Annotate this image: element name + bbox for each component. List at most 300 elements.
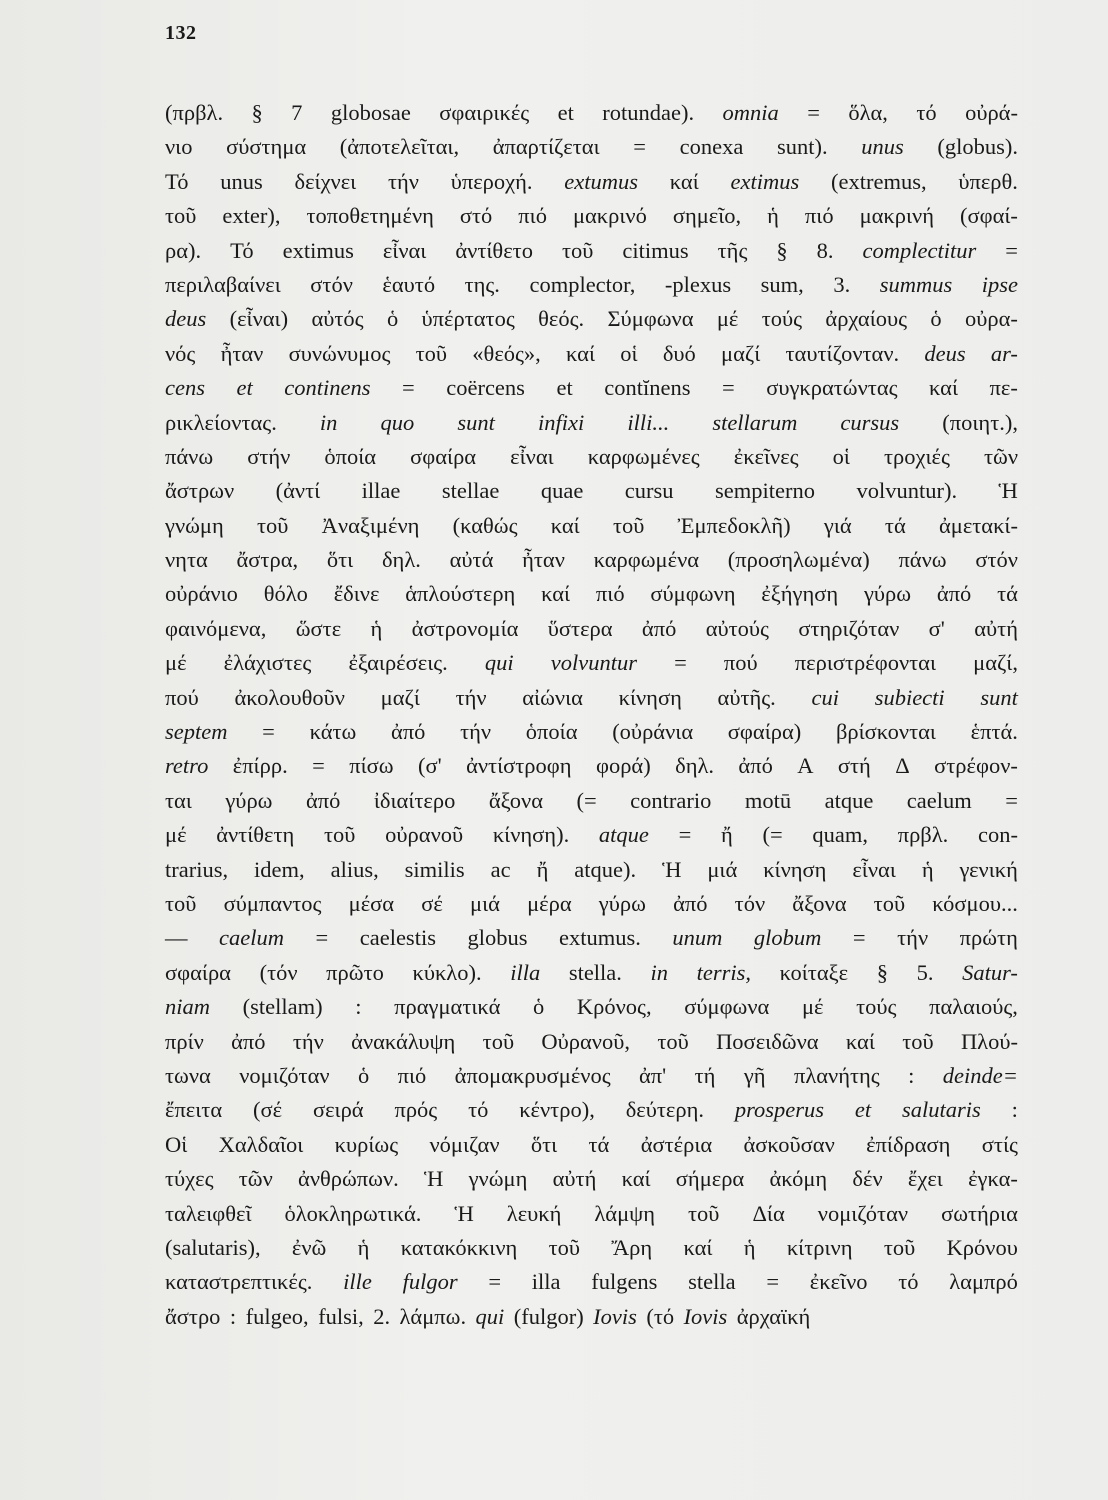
text-line xyxy=(165,371,1018,405)
word: 8. xyxy=(816,237,834,263)
word: in xyxy=(650,959,669,985)
word: (σ' xyxy=(417,753,442,779)
word: σ' xyxy=(928,615,945,641)
word: (σέ xyxy=(253,1097,283,1123)
word: ὁλοκληρωτικά. xyxy=(284,1200,422,1226)
word: αὐτούς xyxy=(705,615,769,641)
word: σύστημα xyxy=(226,134,307,160)
word: τήν xyxy=(897,925,929,951)
word: εἶναι xyxy=(382,237,427,263)
word: τῶν xyxy=(983,443,1018,469)
word: παλαιούς, xyxy=(929,994,1018,1020)
word: καρφωμένες xyxy=(587,443,700,469)
word: βρίσκονται xyxy=(835,719,936,745)
word: Δία xyxy=(752,1200,785,1226)
word: globum xyxy=(753,925,822,951)
word: caelum xyxy=(219,925,284,951)
word: Πλού- xyxy=(960,1028,1018,1054)
word: μέ xyxy=(716,306,739,332)
word: σέ xyxy=(421,890,443,916)
word: ἀσκοῦσαν xyxy=(743,1131,835,1157)
word: καί xyxy=(669,168,699,194)
word: καί xyxy=(683,1234,713,1260)
word: ἄστρο xyxy=(165,1303,221,1329)
word: deus xyxy=(924,340,966,366)
word: σύμπαντος xyxy=(223,890,322,916)
word: (οὐράνια xyxy=(612,719,694,745)
word: motū xyxy=(744,787,792,813)
word: : xyxy=(355,994,362,1020)
word: τοῦ xyxy=(482,1028,515,1054)
text-line xyxy=(165,612,1018,646)
word: ἀνθρώπων. xyxy=(298,1166,399,1192)
word: «θεός», xyxy=(472,340,541,366)
word: rotundae). xyxy=(602,100,695,125)
text-line xyxy=(165,130,1018,164)
word: (τόν xyxy=(259,959,298,985)
word: quae xyxy=(540,478,584,504)
word: ἰδιαίτερο xyxy=(373,787,456,813)
word: πού xyxy=(723,650,758,676)
word: alius, xyxy=(330,856,379,882)
word: 2. xyxy=(373,1303,391,1329)
word: σωτήρια xyxy=(941,1200,1018,1226)
word: fulgor xyxy=(402,1269,458,1295)
word: extumus xyxy=(564,168,639,194)
word: στηριζόταν xyxy=(798,615,900,641)
word: ἀκολουθοῦν xyxy=(234,684,345,710)
word: ἡ xyxy=(370,615,383,641)
word: πιό xyxy=(804,203,834,229)
word: ἀπομακρυσμένος xyxy=(454,1062,611,1088)
word: καί xyxy=(550,512,580,538)
word: ὅλα, xyxy=(848,100,888,125)
word: deus xyxy=(165,306,207,332)
word: § xyxy=(776,237,788,263)
text-line xyxy=(165,1197,1018,1231)
word: δεύτερη. xyxy=(625,1097,704,1123)
word: μέ xyxy=(165,822,187,848)
word: τό xyxy=(898,1269,919,1295)
word: — xyxy=(165,925,188,951)
word: περιστρέφονται xyxy=(794,650,937,676)
word: πρβλ. xyxy=(897,822,949,848)
word: : xyxy=(1011,1097,1018,1123)
word: οὐράνιο xyxy=(165,581,238,607)
word: cui xyxy=(811,684,839,710)
text-line xyxy=(165,990,1018,1024)
word: ὁ xyxy=(386,306,399,332)
word: τό xyxy=(916,100,937,125)
word: (= xyxy=(762,822,783,848)
word: κυρίως xyxy=(334,1131,399,1157)
word: globus xyxy=(467,925,528,951)
word: κοίταξε xyxy=(779,959,849,985)
word: γύρω xyxy=(225,787,273,813)
word: ὕστερα xyxy=(547,615,613,641)
word: πρίν xyxy=(165,1028,204,1054)
text-line xyxy=(165,199,1018,233)
word: ἐπίρρ. xyxy=(232,753,288,779)
word: ἄξονα xyxy=(792,890,847,916)
word: ἐνῶ xyxy=(291,1234,327,1260)
word: νός xyxy=(165,340,196,366)
word: μακρινό xyxy=(572,203,647,229)
word: τοῦ xyxy=(165,890,197,916)
word: τοῦ xyxy=(548,1234,581,1260)
word: ὅτι xyxy=(326,547,354,573)
word: 5. xyxy=(916,959,934,985)
text-line xyxy=(165,234,1018,268)
word: ἡ xyxy=(357,1234,370,1260)
word: σύμφωνα xyxy=(684,994,770,1020)
word: extumus. xyxy=(559,925,641,951)
text-line xyxy=(165,302,1018,336)
word: cursu xyxy=(624,478,674,504)
word: καί xyxy=(566,340,596,366)
word: septem xyxy=(165,719,228,745)
text-line xyxy=(165,1093,1018,1127)
word: caelum xyxy=(906,787,972,813)
text-line xyxy=(165,440,1018,474)
word: subiecti xyxy=(874,684,945,710)
word: γῆ xyxy=(743,1062,766,1088)
word: τή xyxy=(694,1062,716,1088)
word: Τό xyxy=(165,168,189,194)
word: sunt xyxy=(457,409,495,435)
word: et xyxy=(557,100,574,125)
word: (ἀντί xyxy=(275,478,321,504)
word: ἀκόμη xyxy=(769,1166,828,1192)
word: = xyxy=(1005,237,1018,263)
word: ται xyxy=(165,787,192,813)
word: πρῶτο xyxy=(326,959,384,985)
text-line xyxy=(165,956,1018,990)
word: Τό xyxy=(230,237,254,263)
word: = xyxy=(315,925,329,951)
word: τῶν xyxy=(238,1166,273,1192)
word: contĭnens xyxy=(604,375,691,401)
text-line xyxy=(165,715,1018,749)
word: = xyxy=(262,719,275,745)
word: πιό xyxy=(397,1062,427,1088)
word: τήν xyxy=(387,168,419,194)
word: ἑαυτό xyxy=(382,271,436,297)
word: Κρόνου xyxy=(946,1234,1018,1260)
word: ὁποία xyxy=(324,443,377,469)
commentary-text xyxy=(165,96,1018,1334)
word: Δ xyxy=(895,753,910,779)
word: Α xyxy=(797,753,814,779)
word: ἀντίθετη xyxy=(216,822,295,848)
word: ἤ xyxy=(536,856,549,882)
word: infixi xyxy=(537,409,585,435)
word: Ἄρη xyxy=(611,1234,653,1260)
text-line xyxy=(165,1128,1018,1162)
word: ἀπαρτίζεται xyxy=(492,134,600,160)
word: πάνω xyxy=(165,443,214,469)
text-line xyxy=(165,887,1018,921)
word: σύμφωνη xyxy=(650,581,736,607)
word: unum xyxy=(672,925,723,951)
word: μέσα xyxy=(348,890,395,916)
word: τωνα xyxy=(165,1062,211,1088)
text-line xyxy=(165,577,1018,611)
word: (σφαί- xyxy=(959,203,1018,229)
word: ρικλείοντας. xyxy=(165,409,277,435)
word: ac xyxy=(490,856,511,882)
word: ὁποία xyxy=(525,719,578,745)
text-line xyxy=(165,784,1018,818)
word: ταλειφθεῖ xyxy=(165,1200,252,1226)
word: = xyxy=(807,100,820,125)
word: ἔπειτα xyxy=(165,1097,223,1123)
word: πιό xyxy=(518,203,547,229)
word: στόν xyxy=(975,547,1018,573)
word: μέ xyxy=(801,994,824,1020)
word: ἡ xyxy=(921,856,934,882)
word: ἁπλούστερη xyxy=(405,581,516,607)
word: ἦταν xyxy=(220,340,264,366)
word: (globus). xyxy=(937,134,1018,160)
word: similis xyxy=(404,856,465,882)
word: πρώτη xyxy=(959,925,1018,951)
word: στήν xyxy=(247,443,291,469)
word: αὐτή xyxy=(552,1166,597,1192)
word: ἀντίστροφη xyxy=(466,753,572,779)
word: sunt). xyxy=(776,134,828,160)
word: πίσω xyxy=(349,753,394,779)
word: ἀπ' xyxy=(639,1062,667,1088)
word: αὐτά xyxy=(449,547,494,573)
word: ἐκεῖνο xyxy=(809,1269,868,1295)
text-line xyxy=(165,1059,1018,1093)
word: ἀντίθετο xyxy=(455,237,533,263)
word: νητα xyxy=(165,547,208,573)
word: πε- xyxy=(989,375,1018,401)
word: ἡ xyxy=(743,1234,756,1260)
word: niam xyxy=(165,994,210,1020)
word: αἰώνια xyxy=(522,684,583,710)
word: κίτρινη xyxy=(786,1234,853,1260)
word: complectitur xyxy=(862,237,977,263)
word: Ποσειδῶνα xyxy=(716,1028,819,1054)
text-line xyxy=(165,165,1018,199)
word: γύρω xyxy=(598,890,646,916)
word: νομιζόταν xyxy=(817,1200,909,1226)
word: 7 xyxy=(291,100,303,125)
word: θεός. xyxy=(538,306,585,332)
word: νομιζόταν xyxy=(239,1062,330,1088)
word: quo xyxy=(380,409,415,435)
word: συγκρατώντας xyxy=(766,375,898,401)
word: ὁ xyxy=(357,1062,370,1088)
word: ἀπό xyxy=(231,1028,266,1054)
word: ἄξονα xyxy=(488,787,544,813)
word: sunt xyxy=(980,684,1018,710)
word: δέν xyxy=(852,1166,883,1192)
word: τά xyxy=(588,1131,610,1157)
word: ἐξήγηση xyxy=(761,581,839,607)
text-line xyxy=(165,268,1018,302)
text-line xyxy=(165,681,1018,715)
word: αὐτός xyxy=(311,306,364,332)
word: σφαίρα xyxy=(410,443,477,469)
word: (τό xyxy=(646,1303,675,1329)
text-line xyxy=(165,921,1018,955)
word: et xyxy=(236,375,253,401)
word: λευκή xyxy=(506,1200,562,1226)
word: δυό xyxy=(662,340,696,366)
word: Κρόνος, xyxy=(576,994,652,1020)
word: : xyxy=(229,1303,237,1329)
text-line xyxy=(165,853,1018,887)
word: ὁ xyxy=(533,994,545,1020)
word: μακρινή xyxy=(859,203,934,229)
word: citimus xyxy=(622,237,689,263)
word: summus xyxy=(879,271,953,297)
word: ὑπεροχή. xyxy=(450,168,533,194)
word: αὐτῆς. xyxy=(717,684,776,710)
word: conexa xyxy=(679,134,744,160)
word: τῆς xyxy=(717,237,748,263)
page-number: 132 xyxy=(165,22,197,44)
word: πάνω xyxy=(898,547,947,573)
word: atque). xyxy=(574,856,637,882)
word: con- xyxy=(978,822,1018,848)
word: idem, xyxy=(254,856,305,882)
word: extimus xyxy=(282,237,354,263)
word: σήμερα xyxy=(675,1166,745,1192)
word: deinde= xyxy=(942,1062,1018,1088)
word: κίνηση xyxy=(763,856,827,882)
text-line xyxy=(165,1162,1018,1196)
word: ἐγκα- xyxy=(968,1166,1018,1192)
word: retro xyxy=(165,753,209,779)
word: τοῦ xyxy=(324,822,356,848)
word: quam, xyxy=(812,822,869,848)
word: prosperus xyxy=(734,1097,825,1123)
word: ἤ xyxy=(721,822,733,848)
word: τοῦ xyxy=(165,203,197,229)
word: κόσμου... xyxy=(932,890,1018,916)
word: Iovis xyxy=(593,1303,637,1329)
word: = xyxy=(312,753,325,779)
word: τοῦ xyxy=(415,340,448,366)
word: τήν xyxy=(292,1028,324,1054)
word: : xyxy=(908,1062,915,1088)
word: et xyxy=(854,1097,872,1123)
word: Ἀναξιμένη xyxy=(321,512,420,538)
word: τοῦ xyxy=(688,1200,720,1226)
word: stella. xyxy=(568,959,622,985)
word: τοῦ xyxy=(883,1234,916,1260)
word: ἀστρονομία xyxy=(411,615,519,641)
word: sum, xyxy=(760,271,804,297)
word: 3. xyxy=(833,271,851,297)
word: Ἡ xyxy=(454,1200,474,1226)
word: κατακόκκινη xyxy=(400,1234,518,1260)
word: γνώμη xyxy=(468,1166,528,1192)
word: ρα). xyxy=(165,237,202,263)
word: τοῦ xyxy=(902,1028,934,1054)
word: et xyxy=(556,375,573,401)
text-line xyxy=(165,337,1018,371)
word: = xyxy=(488,1269,502,1295)
word: (stellam) xyxy=(242,994,323,1020)
word: = xyxy=(721,375,735,401)
word: οὐρανοῦ xyxy=(385,822,464,848)
word: πρός xyxy=(394,1097,438,1123)
word: θόλο xyxy=(263,581,308,607)
word: καί xyxy=(845,1028,875,1054)
word: ἐξαιρέσεις. xyxy=(348,650,448,676)
word: κύκλο). xyxy=(412,959,482,985)
word: εἶναι xyxy=(852,856,896,882)
word: cens xyxy=(165,375,205,401)
word: φορά) xyxy=(595,753,651,779)
word: ἀπό xyxy=(673,890,708,916)
word: ἐκεῖνες xyxy=(733,443,799,469)
word: ὅτι xyxy=(530,1131,558,1157)
word: cursus xyxy=(840,409,900,435)
word: = xyxy=(766,1269,780,1295)
word: τούς xyxy=(856,994,897,1020)
word: ἑπτά. xyxy=(970,719,1018,745)
word: φαινόμενα, xyxy=(165,615,267,641)
word: continens xyxy=(284,375,371,401)
word: (ἀποτελεῖται, xyxy=(339,134,460,160)
word: Ἡ xyxy=(998,478,1018,504)
word: οἱ xyxy=(832,443,850,469)
word: γνώμη xyxy=(165,512,224,538)
word: πού xyxy=(165,684,199,710)
word: γύρω xyxy=(863,581,912,607)
word: (προσηλωμένα) xyxy=(727,547,870,573)
word: illae xyxy=(361,478,401,504)
word: (εἶναι) xyxy=(229,306,289,332)
word: terris, xyxy=(696,959,752,985)
word: (καθώς xyxy=(452,512,518,538)
word: μιά xyxy=(707,856,738,882)
word: τήν xyxy=(460,719,492,745)
word: σφαιρικές xyxy=(439,100,530,125)
word: νιο xyxy=(165,134,193,160)
word: ἀπό xyxy=(391,719,426,745)
word: μιά xyxy=(470,890,500,916)
word: καί xyxy=(541,581,571,607)
word: (fulgor) xyxy=(513,1303,584,1329)
text-line xyxy=(165,1300,1018,1334)
word: stella xyxy=(688,1269,736,1295)
text-line xyxy=(165,96,1018,130)
word: volvuntur xyxy=(550,650,637,676)
word: νόμιζαν xyxy=(429,1131,500,1157)
word: ἄστρα, xyxy=(236,547,299,573)
text-line xyxy=(165,646,1018,680)
word: sempiterno xyxy=(715,478,815,504)
word: = xyxy=(633,134,646,160)
word: Ἐμπεδοκλῆ) xyxy=(677,512,791,538)
word: Οἱ xyxy=(165,1131,188,1157)
word: trarius, xyxy=(165,856,229,882)
word: μέ xyxy=(165,650,187,676)
word: λάμψη xyxy=(594,1200,656,1226)
word: τόν xyxy=(734,890,766,916)
word: μαζί xyxy=(721,340,761,366)
word: σημεῖο, xyxy=(672,203,742,229)
word: τοποθετημένη xyxy=(306,203,434,229)
